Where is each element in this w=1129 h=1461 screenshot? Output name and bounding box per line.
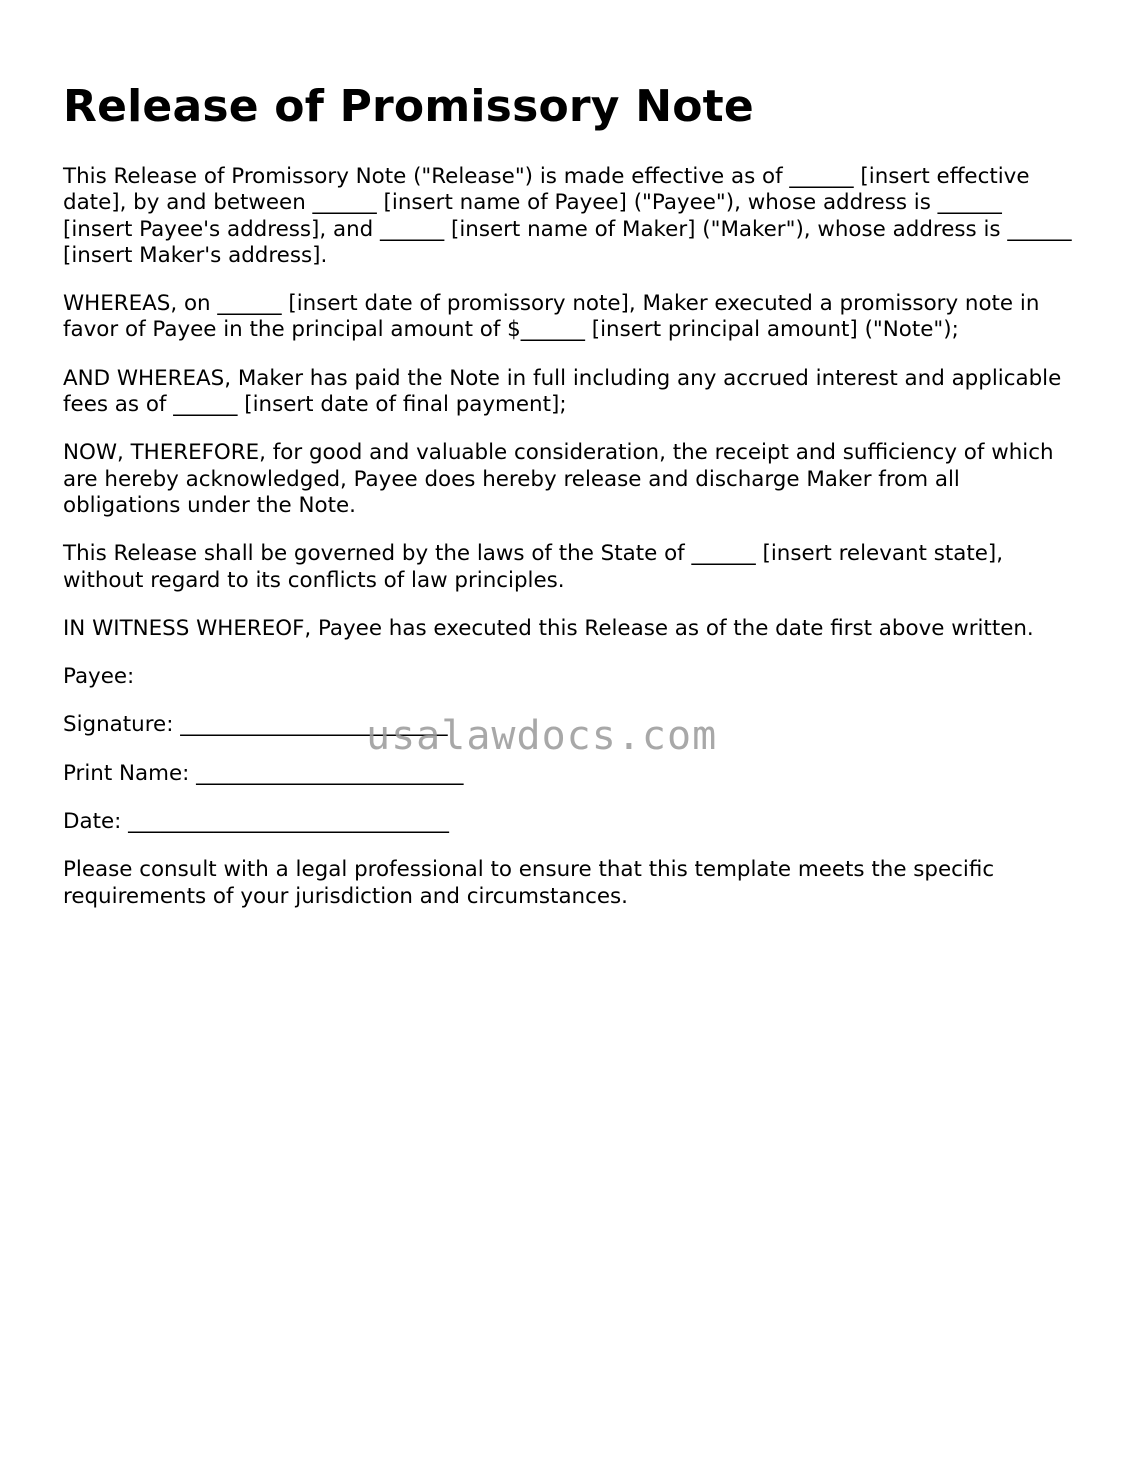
intro-paragraph: This Release of Promissory Note ("Release") is made effective as of ______ [insert effective date], by and between ______ [insert name of Payee] ("Payee"), whose address is ______ [insert Payee's address], and ______ [insert name of Maker] ("Maker"), whose address is ______ [insert Maker's address]. <box>63 164 1072 268</box>
date-line: Date: ______________________________ <box>63 809 449 835</box>
disclaimer-paragraph: Please consult with a legal professional to ensure that this template meets the specific requirements of your jurisdiction and circumstances. <box>63 857 995 909</box>
whereas-paragraph-1: WHEREAS, on ______ [insert date of promissory note], Maker executed a promissory note in favor of Payee in the principal amount of $______ [insert principal amount] ("Note"); <box>63 291 1040 343</box>
print-name-line: Print Name: _________________________ <box>63 760 464 786</box>
witness-paragraph: IN WITNESS WHEREOF, Payee has executed this Release as of the date first above written. <box>63 615 1034 641</box>
governing-law-paragraph: This Release shall be governed by the laws of the State of ______ [insert relevant state], without regard to its conflicts of law principles. <box>63 541 1004 593</box>
whereas-paragraph-2: AND WHEREAS, Maker has paid the Note in full including any accrued interest and applicable fees as of ______ [insert date of final payment]; <box>63 365 1062 418</box>
signature-line: Signature: _________________________ <box>63 712 448 738</box>
therefore-paragraph: NOW, THEREFORE, for good and valuable consideration, the receipt and sufficiency of which are hereby acknowledged, Payee does hereby release and discharge Maker from all obligations under the Note. <box>63 440 1054 518</box>
watermark: usalawdocs.com <box>366 713 718 759</box>
document-title: Release of Promissory Note <box>63 81 754 132</box>
payee-label: Payee: <box>63 664 135 690</box>
document-page <box>63 78 1073 932</box>
